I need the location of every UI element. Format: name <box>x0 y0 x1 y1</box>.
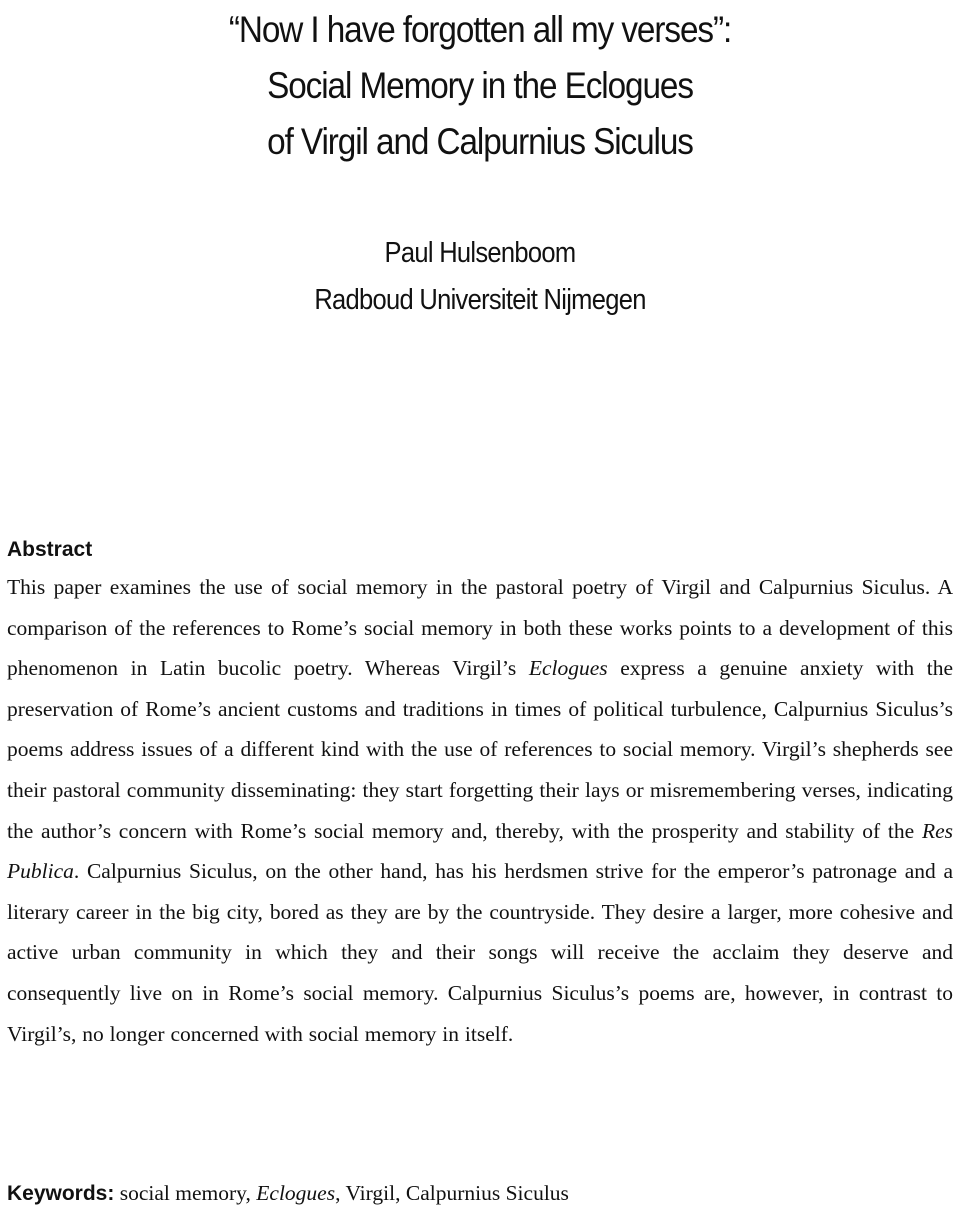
keywords-label: Keywords: <box>7 1182 115 1205</box>
keywords-part-2: , Virgil, Calpurnius Siculus <box>335 1181 569 1205</box>
abstract-text-part-1: This paper examines the use of social memory in the pastoral poetry of Virgil and Calpurnius Siculus. A comparison of the references to Rome’s social memory in both these works points to a development of this phenomenon in Latin bucolic poetry. Whereas Virgil’s <box>7 575 953 681</box>
abstract-heading: Abstract <box>7 538 93 561</box>
abstract-italic-eclogues: Eclogues <box>528 656 608 681</box>
abstract-italic-res-publica: Res Publica <box>7 818 953 884</box>
keywords-line <box>7 1176 569 1211</box>
keywords-part-1: social memory, <box>114 1181 257 1205</box>
abstract-text-part-3: . Calpurnius Siculus, on the other hand, has his herdsmen strive for the emperor’s patronage and a literary career in the big city, bored as they are by the countryside. They desire a larger, more cohesive and active urban community in which they and their songs will receive the acclaim they deserve and consequently live on in Rome’s social memory. Calpurnius Siculus’s poems are, however, in contrast to Virgil’s, no longer concerned with social memory in itself. <box>7 859 953 1046</box>
abstract-section <box>7 533 953 1054</box>
author-name: Paul Hulsenboom <box>384 237 576 269</box>
abstract-text <box>7 567 953 1054</box>
paper-title <box>0 2 960 170</box>
author-info <box>0 230 960 324</box>
abstract-text-part-2: express a genuine anxiety with the preservation of Rome’s ancient customs and traditions in times of political turbulence, Calpurnius Siculus’s poems address issues of a different kind with the use of references to social memory. Virgil’s shepherds see their pastoral community disseminating: they start forgetting their lays or misremembering verses, indicating the author’s concern with Rome’s social memory and, thereby, with the prosperity and stability of the <box>7 656 953 843</box>
title-line-1: “Now I have forgotten all my verses”: <box>228 9 732 50</box>
author-affiliation: Radboud Universiteit Nijmegen <box>314 284 646 316</box>
keywords-italic-eclogues: Eclogues <box>256 1181 336 1205</box>
title-line-3: of Virgil and Calpurnius Siculus <box>267 121 693 162</box>
title-line-2: Social Memory in the Eclogues <box>267 65 693 106</box>
